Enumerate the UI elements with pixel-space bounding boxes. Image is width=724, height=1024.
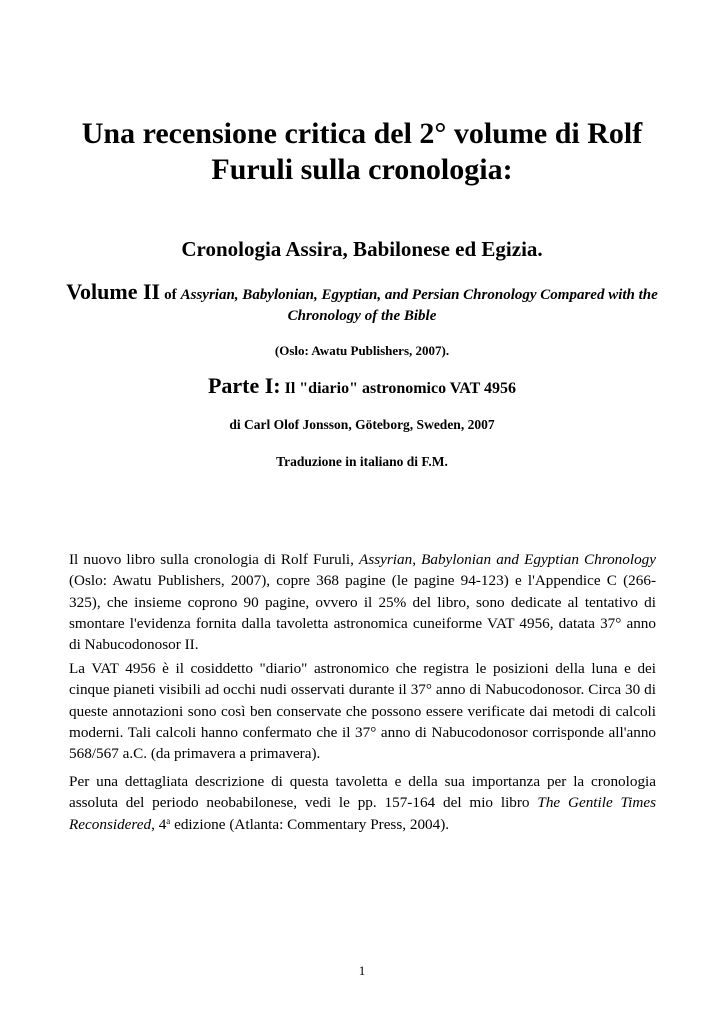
parte-heading xyxy=(40,372,684,400)
author-line: di Carl Olof Jonsson, Göteborg, Sweden, 2007 xyxy=(229,417,495,432)
parte-label: Parte I: xyxy=(207,373,281,398)
publisher-info: (Oslo: Awatu Publishers, 2007). xyxy=(274,343,450,358)
volume-line xyxy=(58,281,666,327)
paragraph-3-text-c: , 4 xyxy=(151,815,167,833)
document-subtitle: Cronologia Assira, Babilonese ed Egizia. xyxy=(181,237,543,261)
paragraph-1-text-a: Il nuovo libro sulla cronologia di Rolf Furuli, xyxy=(69,551,360,568)
paragraph-1-book-title: Assyrian, Babylonian and Egyptian Chronology xyxy=(359,551,656,568)
paragraph-3 xyxy=(69,771,656,835)
parte-subtitle: Il "diario" astronomico VAT 4956 xyxy=(284,380,517,397)
paragraph-3-text-a: Per una dettagliata descrizione di questa tavoletta e della sua importanza per la cronologia assoluta del periodo neobabilonese, vedi le pp. 157-164 del mio libro xyxy=(69,773,656,812)
paragraph-3-superscript: a xyxy=(166,815,171,826)
volume-book-title: Assyrian, Babylonian, Egyptian, and Persian Chronology Compared with the Chronology of the Bible xyxy=(180,287,658,324)
volume-of: of xyxy=(164,287,177,303)
volume-label: Volume II xyxy=(66,279,161,304)
document-title: Una recensione critica del 2° volume di Rolf Furuli sulla cronologia: xyxy=(81,117,643,186)
paragraph-2: La VAT 4956 è il cosiddetto "diario" astronomico che registra le posizioni della luna e dei cinque pianeti visibili ad occhi nudi osservati durante il 37° anno di Nabucodonosor. Circa 30 di queste annotazioni sono così ben conservate che possono essere verificate dai metodi di calcoli moderni. Tali calcoli hanno confermato che il 37° anno di Nabucodonosor corrisponde all'anno 568/567 a.C. (da primavera a primavera). xyxy=(69,660,656,763)
paragraph-1 xyxy=(69,549,656,655)
paragraph-1-text-c: (Oslo: Awatu Publishers, 2007), copre 368 pagine (le pagine 94-123) e l'Appendice C (266-325), che insieme coprono 90 pagine, ovvero il 25% del libro, sono dedicate al tentativo di smontare l'evidenza fornita dalla tavoletta astronomica cuneiforme VAT 4956, datata 37° anno di Nabucodonosor II. xyxy=(69,572,656,654)
paragraph-3-book-title: The Gentile Times Reconsidered xyxy=(69,794,656,833)
page-number: 1 xyxy=(358,963,366,978)
translation-line: Traduzione in italiano di F.M. xyxy=(276,454,448,469)
paragraph-3-text-d: edizione (Atlanta: Commentary Press, 2004). xyxy=(170,815,450,833)
